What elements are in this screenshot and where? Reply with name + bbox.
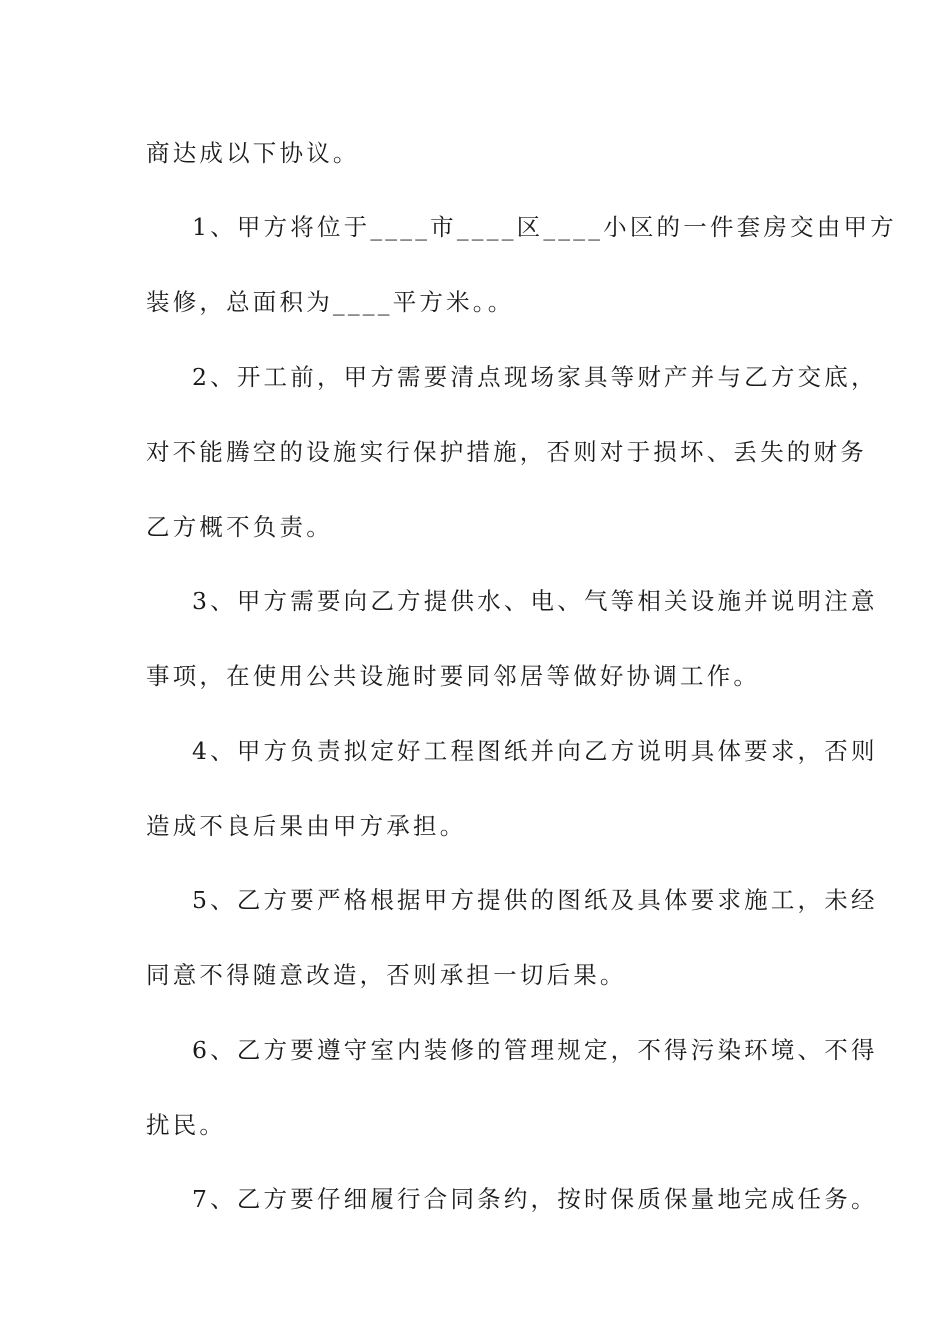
clause-6-line-1: 6、乙方要遵守室内装修的管理规定，不得污染环境、不得: [192, 1036, 878, 1064]
clause-6-line-2: 扰民。: [146, 1111, 227, 1139]
clause-3-line-2: 事项，在使用公共设施时要同邻居等做好协调工作。: [146, 662, 761, 690]
clause-7-line-1: 7、乙方要仔细履行合同条约，按时保质保量地完成任务。: [192, 1185, 878, 1213]
clause-3-line-1: 3、甲方需要向乙方提供水、电、气等相关设施并说明注意: [192, 587, 878, 615]
clause-4-line-2: 造成不良后果由甲方承担。: [146, 812, 467, 840]
clause-2-line-2: 对不能腾空的设施实行保护措施，否则对于损坏、丢失的财务: [146, 438, 867, 466]
text-line: 商达成以下协议。: [146, 139, 360, 167]
clause-1-line-2: 装修，总面积为____平方米。。: [146, 288, 515, 316]
clause-5-line-1: 5、乙方要严格根据甲方提供的图纸及具体要求施工，未经: [192, 886, 878, 914]
clause-4-line-1: 4、甲方负责拟定好工程图纸并向乙方说明具体要求，否则: [192, 737, 878, 765]
clause-5-line-2: 同意不得随意改造，否则承担一切后果。: [146, 961, 627, 989]
clause-1-line-1: 1、甲方将位于____市____区____小区的一件套房交由甲方: [192, 213, 897, 241]
clause-2-line-1: 2、开工前，甲方需要清点现场家具等财产并与乙方交底，: [192, 363, 878, 391]
clause-2-line-3: 乙方概不负责。: [146, 513, 333, 541]
